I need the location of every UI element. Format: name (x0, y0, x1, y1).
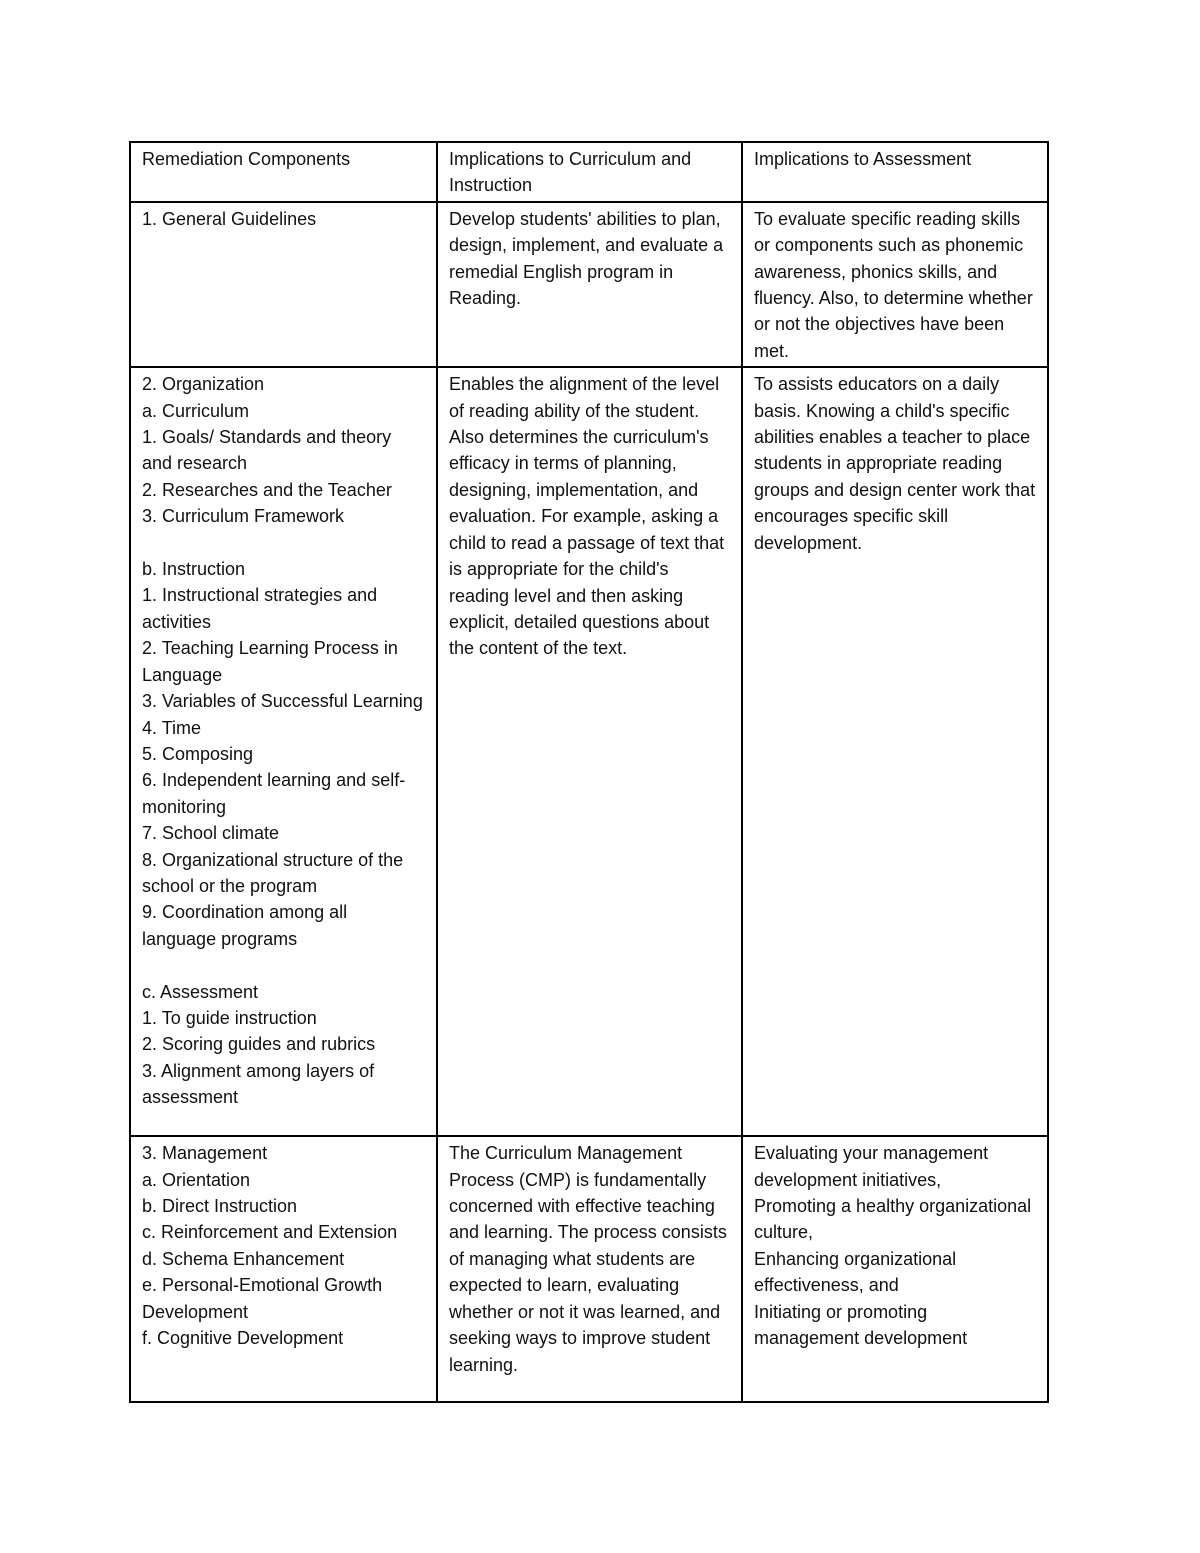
component-line: 2. Teaching Learning Process in Language (142, 638, 398, 685)
assessment-line: Promoting a healthy organizational culture, (754, 1196, 1032, 1243)
component-cell (130, 367, 437, 1136)
component-line: 5. Composing (142, 743, 254, 764)
component-line: 3. Curriculum Framework (142, 506, 345, 527)
assessment-line: Evaluating your management development initiatives, (754, 1143, 989, 1190)
component-line: 2. Organization (142, 374, 265, 395)
component-line: a. Orientation (142, 1169, 251, 1190)
component-line: c. Reinforcement and Extension (142, 1222, 398, 1243)
component-line: 1. To guide instruction (142, 1007, 317, 1028)
component-line: 1. Instructional strategies and activities (142, 585, 378, 632)
assessment-cell (742, 202, 1048, 367)
component-line: 3. Alignment among layers of assessment (142, 1060, 375, 1108)
assessment-text: To assists educators on a daily basis. Knowing a child's specific abilities enables a teacher to place students in appropriate reading groups and design center work that encourages specific skill development. (754, 374, 1036, 553)
component-cell (130, 1136, 437, 1402)
table-row (130, 1136, 1048, 1402)
component-line: 8. Organizational structure of the school or the program (142, 849, 404, 896)
component-line: c. Assessment (142, 981, 259, 1002)
component-line: 2. Researches and the Teacher (142, 479, 392, 500)
curriculum-text: The Curriculum Management Process (CMP) is fundamentally concerned with effective teaching and learning. The process consists of managing what students are expected to learn, evaluating whether or not it was learned, and seeking ways to improve student learning. (449, 1143, 727, 1375)
document-page (129, 141, 1047, 1403)
component-line: 1. Goals/ Standards and theory and research (142, 427, 392, 474)
header-assessment: Implications to Assessment (742, 142, 1048, 202)
curriculum-cell (437, 367, 742, 1136)
component-line: 4. Time (142, 717, 202, 738)
component-line: 3. Management (142, 1143, 268, 1164)
component-line: 6. Independent learning and self-monitoring (142, 770, 406, 817)
component-line: 2. Scoring guides and rubrics (142, 1034, 376, 1055)
table-row (130, 367, 1048, 1136)
curriculum-cell (437, 1136, 742, 1402)
component-line: d. Schema Enhancement (142, 1248, 345, 1269)
blank-line (142, 952, 426, 978)
table-header-row (130, 142, 1048, 202)
component-line: b. Instruction (142, 559, 246, 580)
remediation-table (129, 141, 1049, 1403)
header-curriculum-instruction: Implications to Curriculum and Instruction (437, 142, 742, 202)
assessment-cell (742, 367, 1048, 1136)
component-line: 9. Coordination among all language programs (142, 902, 348, 949)
component-line: 1. General Guidelines (142, 208, 317, 229)
component-line: b. Direct Instruction (142, 1196, 298, 1217)
curriculum-cell (437, 202, 742, 367)
component-line: 7. School climate (142, 823, 280, 844)
assessment-cell (742, 1136, 1048, 1402)
component-line: f. Cognitive Development (142, 1328, 344, 1349)
assessment-line: Enhancing organizational effectiveness, and (754, 1248, 957, 1296)
component-line: a. Curriculum (142, 400, 250, 421)
component-line: 3. Variables of Successful Learning (142, 691, 423, 712)
assessment-text: To evaluate specific reading skills or components such as phonemic awareness, phonics skills, and fluency. Also, to determine whether or not the objectives have been met. (754, 208, 1033, 361)
component-cell (130, 202, 437, 367)
header-remediation-components: Remediation Components (130, 142, 437, 202)
table-row (130, 202, 1048, 367)
blank-line (142, 530, 426, 556)
component-line: e. Personal-Emotional Growth Development (142, 1275, 383, 1322)
curriculum-text: Develop students' abilities to plan, design, implement, and evaluate a remedial English program in Reading. (449, 208, 724, 309)
curriculum-text: Enables the alignment of the level of reading ability of the student. Also determines the curriculum's efficacy in terms of planning, designing, implementation, and evaluation. For example, asking a child to read a passage of text that is appropriate for the child's reading level and then asking explicit, detailed questions about the content of the text. (449, 374, 725, 659)
assessment-line: Initiating or promoting management development (754, 1301, 968, 1349)
